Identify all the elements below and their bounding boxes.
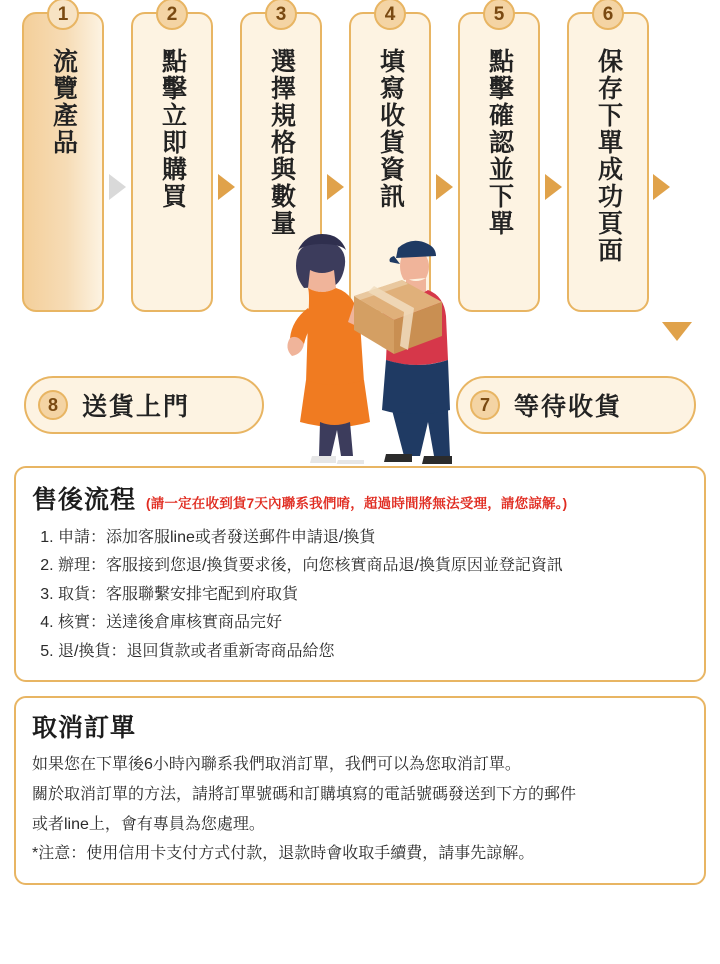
cancel-order-title: 取消訂單 [32, 714, 137, 743]
step-8-delivery [24, 376, 264, 434]
step-6 [567, 4, 649, 312]
step-label: 送貨上門 [82, 393, 191, 421]
after-sales-panel [14, 466, 706, 682]
step-label: 填寫收貨資訊 [376, 48, 405, 210]
after-sales-note: (請一定在收到貨7天內聯系我們唷，超過時間將無法受理，請您諒解。) [146, 496, 568, 511]
step-number-badge: 5 [483, 0, 515, 30]
list-item: 3. 取貨：客服聯繫安排宅配到府取貨 [58, 581, 688, 609]
step-number-badge: 2 [156, 0, 188, 30]
step-number-badge: 1 [47, 0, 79, 30]
arrow-right-icon-4 [436, 174, 453, 200]
step-2 [131, 4, 213, 312]
step-1 [22, 4, 104, 312]
delivery-row [0, 376, 720, 466]
arrow-right-icon-1 [109, 174, 126, 200]
list-item: 1. 申請：添加客服line或者發送郵件申請退/換貨 [58, 524, 688, 552]
step-label: 保存下單成功頁面 [594, 48, 623, 264]
step-number-badge: 4 [374, 0, 406, 30]
courier-delivery-illustration [258, 204, 458, 464]
list-item: 2. 辦理：客服接到您退/換貨要求後，向您核實商品退/換貨原因並登記資訊 [58, 552, 688, 580]
after-sales-list [32, 524, 688, 666]
cancel-order-note: *注意：使用信用卡支付方式付款，退款時會收取手續費，請事先諒解。 [32, 845, 535, 863]
step-5 [458, 4, 540, 312]
list-item: 5. 退/換貨：退回貨款或者重新寄商品給您 [58, 638, 688, 666]
step-number-badge: 3 [265, 0, 297, 30]
after-sales-header [32, 480, 688, 516]
arrow-right-icon-2 [218, 174, 235, 200]
step-label: 點擊確認並下單 [485, 48, 514, 237]
cancel-order-line: 關於取消訂單的方法，請將訂單號碼和訂購填寫的電話號碼發送到下方的郵件 [32, 785, 577, 803]
step-label: 等待收貨 [514, 393, 623, 421]
step-label: 選擇規格與數量 [267, 48, 296, 237]
cancel-order-line: 或者line上，會有專員為您處理。 [32, 815, 265, 833]
step-7-waiting [456, 376, 696, 434]
cancel-order-line: 如果您在下單後6小時內聯系我們取消訂單，我們可以為您取消訂單。 [32, 756, 521, 774]
step-label: 點擊立即購買 [158, 48, 187, 210]
list-item: 4. 核實：送達後倉庫核實商品完好 [58, 609, 688, 637]
arrow-right-icon-3 [327, 174, 344, 200]
step-number-badge: 7 [470, 390, 500, 420]
step-label: 流覽產品 [49, 48, 78, 156]
arrow-down-icon [662, 322, 692, 341]
step-number-badge: 8 [38, 390, 68, 420]
arrow-right-icon-5 [545, 174, 562, 200]
step-number-badge: 6 [592, 0, 624, 30]
cancel-order-panel [14, 696, 706, 884]
after-sales-title: 售後流程 [32, 486, 137, 514]
arrow-right-icon-6 [653, 174, 670, 200]
